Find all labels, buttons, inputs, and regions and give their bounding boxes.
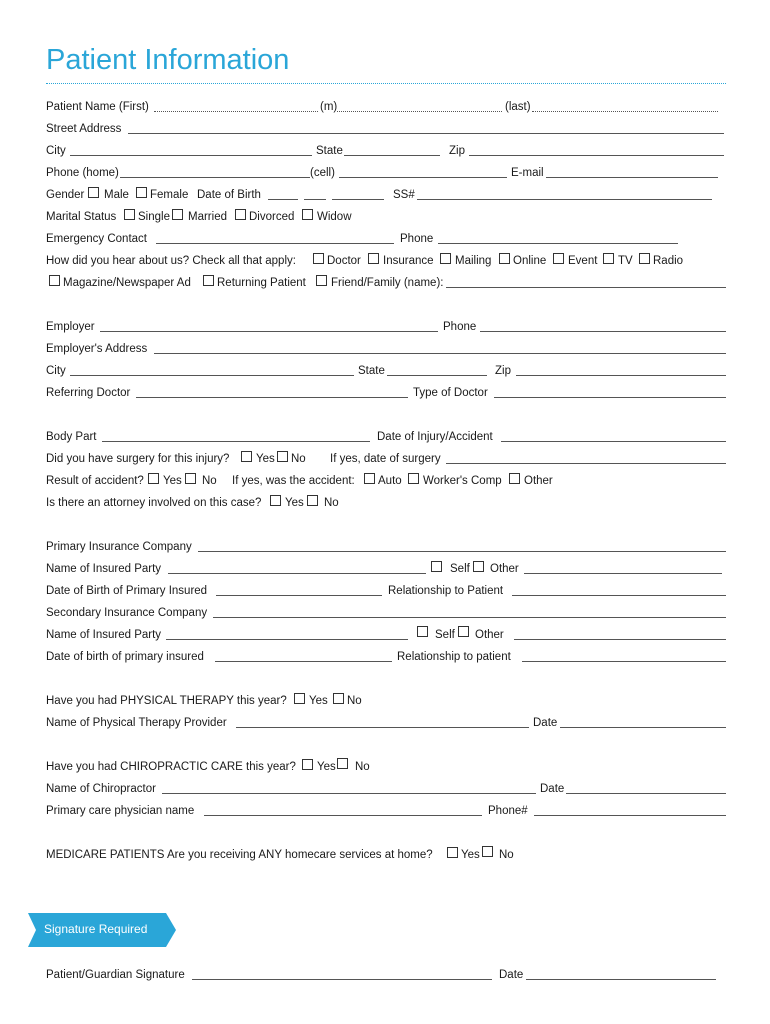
mailing-checkbox[interactable] [440,253,451,264]
employer-row [46,319,726,335]
dob-day-field[interactable] [304,199,326,200]
single-checkbox[interactable] [124,209,135,220]
referring-doctor-label: Referring Doctor [46,387,131,399]
insured-party-2-row [46,627,726,643]
ss-field[interactable] [417,199,712,200]
medicare-no-checkbox[interactable] [482,846,493,857]
insured-party-field[interactable] [168,573,426,574]
referral-source-row-2 [46,275,726,291]
female-label: Female [150,189,189,201]
tv-option-label: TV [618,255,633,267]
first-name-field[interactable] [154,111,318,112]
emergency-field[interactable] [156,243,394,244]
pcp-phone-label: Phone# [488,805,528,817]
pt-provider-row [46,715,726,731]
widow-checkbox[interactable] [302,209,313,220]
surgery-date-field[interactable] [446,463,726,464]
online-option-label: Online [513,255,547,267]
zip-field[interactable] [469,155,724,156]
attorney-yes-label: Yes [285,497,304,509]
pt-no-label: No [347,695,362,707]
gender-row [46,187,726,203]
insured-other-checkbox[interactable] [473,561,484,572]
employer-zip-label: Zip [495,365,511,377]
returning-checkbox[interactable] [203,275,214,286]
signature-date-label: Date [499,969,524,981]
insured-party-label: Name of Insured Party [46,563,162,575]
referring-doctor-row [46,385,726,401]
insured2-self-checkbox[interactable] [417,626,428,637]
mailing-option-label: Mailing [455,255,492,267]
city-field[interactable] [70,155,312,156]
dob-primary-field[interactable] [216,595,382,596]
widow-label: Widow [317,211,352,223]
accident-no-checkbox[interactable] [185,473,196,484]
medicare-row [46,847,726,863]
friend-name-field[interactable] [446,287,726,288]
employer-state-field[interactable] [387,375,487,376]
employer-city-label: City [46,365,66,377]
pcp-row [46,803,726,819]
accident-other-label: Other [524,475,553,487]
page-title: Patient Information [46,44,290,76]
date-injury-label: Date of Injury/Accident [377,431,493,443]
secondary-insurance-row [46,605,726,621]
emergency-phone-label: Phone [400,233,434,245]
employer-field[interactable] [100,331,438,332]
doctor-option-label: Doctor [327,255,361,267]
surgery-no-checkbox[interactable] [277,451,288,462]
chiro-yes-checkbox[interactable] [302,759,313,770]
returning-label: Returning Patient [217,277,306,289]
pcp-label: Primary care physician name [46,805,195,817]
insured2-other-label: Other [475,629,504,641]
auto-label: Auto [378,475,402,487]
street-label: Street Address [46,123,122,135]
married-label: Married [188,211,227,223]
state-field[interactable] [344,155,440,156]
accident-row [46,473,726,489]
attorney-no-label: No [324,497,339,509]
emergency-label: Emergency Contact [46,233,147,245]
male-label: Male [104,189,129,201]
medicare-no-label: No [499,849,514,861]
employer-phone-label: Phone [443,321,477,333]
dob-primary-2-row [46,649,726,665]
workers-comp-label: Worker's Comp [423,475,502,487]
pcp-field[interactable] [204,815,482,816]
employer-label: Employer [46,321,95,333]
surgery-date-label: If yes, date of surgery [330,453,441,465]
title-rule [46,83,726,84]
accident-other-checkbox[interactable] [509,473,520,484]
type-doctor-field[interactable] [494,397,726,398]
radio-checkbox[interactable] [639,253,650,264]
accident-type-label: If yes, was the accident: [232,475,355,487]
last-name-field[interactable] [532,111,718,112]
city-row [46,143,726,159]
emergency-phone-field[interactable] [438,243,678,244]
friend-label: Friend/Family (name): [331,277,444,289]
pt-yes-checkbox[interactable] [294,693,305,704]
pt-provider-field[interactable] [236,727,529,728]
pt-date-field[interactable] [560,727,726,728]
attorney-yes-checkbox[interactable] [270,495,281,506]
body-part-row [46,429,726,445]
employer-address-label: Employer's Address [46,343,148,355]
pt-provider-label: Name of Physical Therapy Provider [46,717,227,729]
employer-city-field[interactable] [70,375,354,376]
chiropractic-label: Have you had CHIROPRACTIC CARE this year? [46,761,296,773]
insurance-option-label: Insurance [383,255,434,267]
chiropractor-name-field[interactable] [162,793,536,794]
pt-yes-label: Yes [309,695,328,707]
female-checkbox[interactable] [136,187,147,198]
insured-self-checkbox[interactable] [431,561,442,572]
attorney-label: Is there an attorney involved on this case? [46,497,262,509]
cell-label: (cell) [310,167,335,179]
divorced-label: Divorced [249,211,295,223]
employer-zip-field[interactable] [516,375,726,376]
dob-primary-label: Date of Birth of Primary Insured [46,585,208,597]
employer-phone-field[interactable] [480,331,726,332]
dob-primary-row [46,583,726,599]
physical-therapy-label: Have you had PHYSICAL THERAPY this year? [46,695,287,707]
signature-date-field[interactable] [526,979,716,980]
accident-yes-label: Yes [163,475,182,487]
email-label: E-mail [511,167,544,179]
auto-checkbox[interactable] [364,473,375,484]
emergency-row [46,231,726,247]
medicare-label: MEDICARE PATIENTS Are you receiving ANY homecare services at home? [46,849,433,861]
zip-label: Zip [449,145,465,157]
event-checkbox[interactable] [553,253,564,264]
date-injury-field[interactable] [501,441,726,442]
chiro-no-checkbox[interactable] [337,758,348,769]
medicare-yes-checkbox[interactable] [447,847,458,858]
relationship-label: Relationship to Patient [388,585,504,597]
insured-other-field[interactable] [524,573,722,574]
signature-row [46,967,726,983]
marital-row [46,209,726,225]
relationship-2-label: Relationship to patient [397,651,511,663]
insured2-other-field[interactable] [514,639,726,640]
medicare-yes-label: Yes [461,849,480,861]
employer-state-label: State [358,365,385,377]
street-row [46,121,726,137]
magazine-label: Magazine/Newspaper Ad [63,277,191,289]
online-checkbox[interactable] [499,253,510,264]
email-field[interactable] [546,177,718,178]
dob-primary-2-label: Date of birth of primary insured [46,651,204,663]
pcp-phone-field[interactable] [534,815,726,816]
dob-month-field[interactable] [268,199,298,200]
state-label: State [316,145,343,157]
dob-label: Date of Birth [197,189,261,201]
ss-label: SS# [393,189,415,201]
chiro-date-label: Date [540,783,565,795]
pt-date-label: Date [533,717,558,729]
surgery-row [46,451,726,467]
surgery-no-label: No [291,453,306,465]
surgery-yes-checkbox[interactable] [241,451,252,462]
patient-name-row [46,99,726,115]
signature-field[interactable] [192,979,492,980]
insured2-self-label: Self [435,629,455,641]
employer-address-row [46,341,726,357]
signature-required-text: Signature Required [44,922,148,936]
surgery-yes-label: Yes [256,453,275,465]
surgery-label: Did you have surgery for this injury? [46,453,230,465]
chiro-date-field[interactable] [566,793,726,794]
referral-source-row [46,253,726,269]
insurance-checkbox[interactable] [368,253,379,264]
insured2-other-checkbox[interactable] [458,626,469,637]
event-option-label: Event [568,255,598,267]
accident-yes-checkbox[interactable] [148,473,159,484]
accident-no-label: No [202,475,217,487]
relationship-field[interactable] [512,595,726,596]
attorney-row [46,495,726,511]
middle-name-field[interactable] [337,111,502,112]
pt-no-checkbox[interactable] [333,693,344,704]
phone-row [46,165,726,181]
divorced-checkbox[interactable] [235,209,246,220]
accident-label: Result of accident? [46,475,144,487]
body-part-field[interactable] [102,441,370,442]
body-part-label: Body Part [46,431,97,443]
gender-label: Gender [46,189,85,201]
physical-therapy-row [46,693,726,709]
chiro-no-label: No [355,761,370,773]
dob-year-field[interactable] [332,199,384,200]
insured-party-row [46,561,726,577]
secondary-insurance-label: Secondary Insurance Company [46,607,208,619]
magazine-checkbox[interactable] [49,275,60,286]
insured-party-2-field[interactable] [166,639,408,640]
last-name-label: (last) [505,101,531,113]
cell-field[interactable] [339,177,507,178]
middle-name-label: (m) [320,101,338,113]
radio-option-label: Radio [653,255,684,267]
tv-checkbox[interactable] [603,253,614,264]
insured-self-label: Self [450,563,470,575]
city-label: City [46,145,66,157]
doctor-checkbox[interactable] [313,253,324,264]
single-label: Single [138,211,170,223]
workers-comp-checkbox[interactable] [408,473,419,484]
insured-other-label: Other [490,563,519,575]
type-doctor-label: Type of Doctor [413,387,488,399]
signature-required-banner [28,913,176,947]
signature-label: Patient/Guardian Signature [46,969,185,981]
street-field[interactable] [128,133,724,134]
phone-home-field[interactable] [120,177,310,178]
dob-primary-2-field[interactable] [215,661,392,662]
employer-city-row [46,363,726,379]
referring-doctor-field[interactable] [136,397,408,398]
married-checkbox[interactable] [172,209,183,220]
marital-label: Marital Status [46,211,117,223]
chiropractor-name-label: Name of Chiropractor [46,783,156,795]
primary-insurance-field[interactable] [198,551,726,552]
phone-home-label: Phone (home) [46,167,119,179]
referral-source-label: How did you hear about us? Check all that apply: [46,255,296,267]
friend-checkbox[interactable] [316,275,327,286]
chiropractor-name-row [46,781,726,797]
first-name-label: Patient Name (First) [46,101,149,113]
chiro-yes-label: Yes [317,761,336,773]
attorney-no-checkbox[interactable] [307,495,318,506]
male-checkbox[interactable] [88,187,99,198]
employer-address-field[interactable] [154,353,726,354]
insured-party-2-label: Name of Insured Party [46,629,162,641]
primary-insurance-row [46,539,726,555]
chiropractic-row [46,759,726,775]
secondary-insurance-field[interactable] [213,617,726,618]
relationship-2-field[interactable] [522,661,726,662]
primary-insurance-label: Primary Insurance Company [46,541,192,553]
